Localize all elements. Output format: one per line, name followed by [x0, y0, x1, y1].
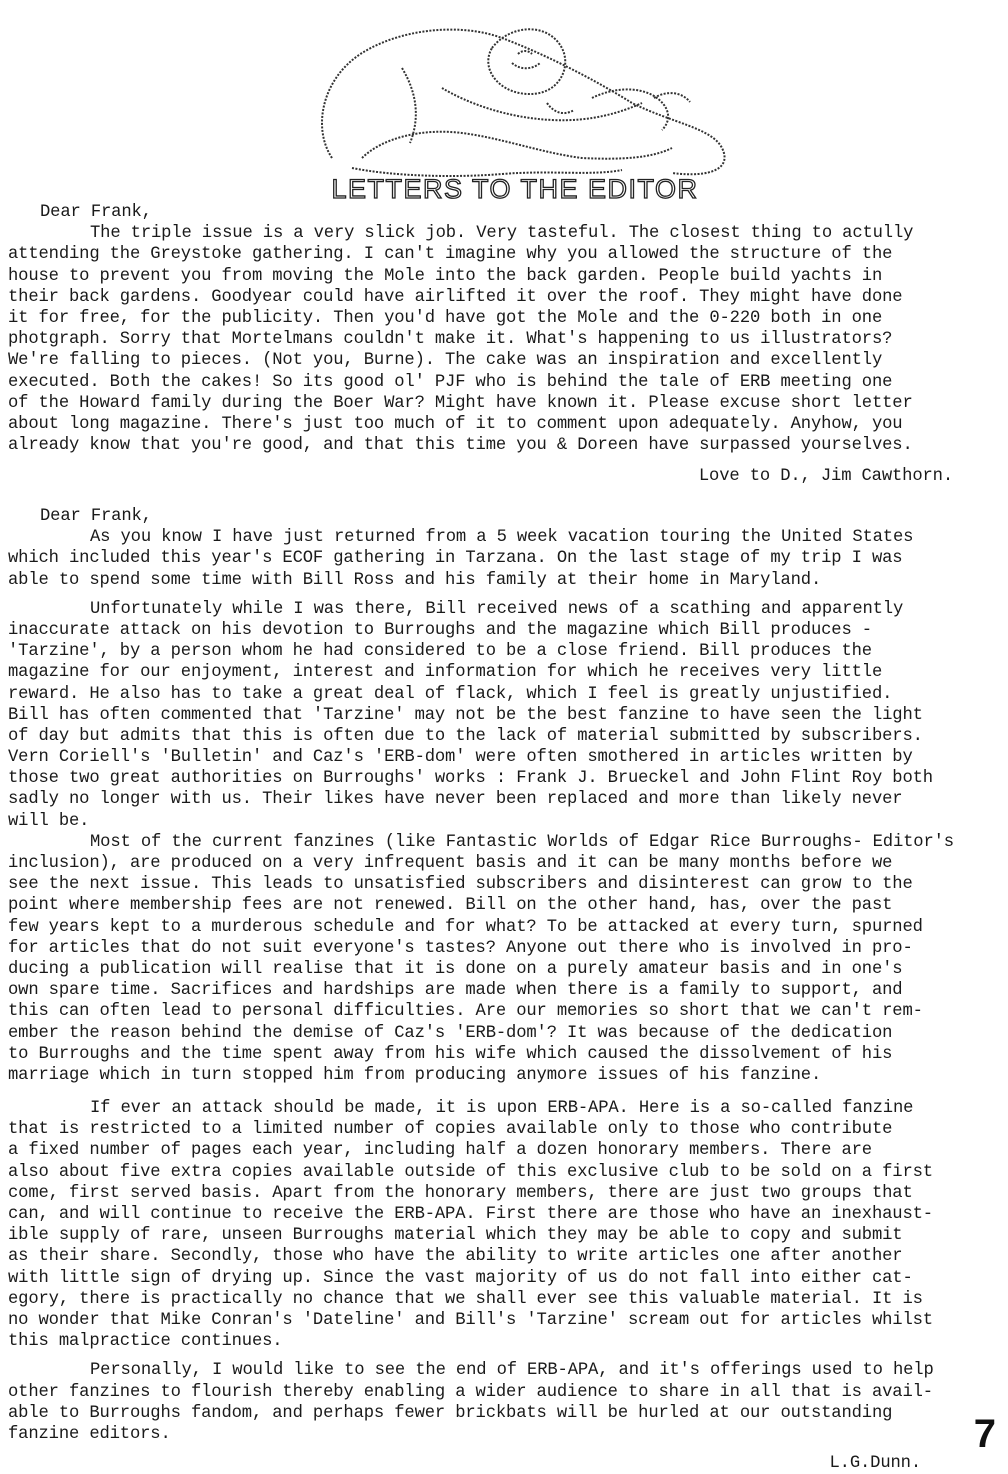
letter-line: We're falling to pieces. (Not you, Burne). The cake was an inspiration and excellently	[8, 351, 883, 371]
signature: L.G.Dunn.	[829, 1454, 921, 1474]
letter-line: Most of the current fanzines (like Fantastic Worlds of Edgar Rice Burroughs- Editor's	[90, 832, 954, 852]
letter-line: will be.	[8, 811, 90, 831]
signature: Love to D., Jim Cawthorn.	[698, 467, 953, 487]
letter-line: Vern Coriell's 'Bulletin' and Caz's 'ERB-dom' were often smothered in articles written by	[8, 748, 913, 768]
header-title: LETTERS TO THE EDITOR	[331, 174, 699, 204]
letter-line: this can often lead to personal difficulties. Are our memories so short that we can't rem-	[8, 1002, 923, 1022]
letter-line: already know that you're good, and that this time you & Doreen have surpassed yourselves.	[8, 436, 913, 456]
letter-line: inclusion), are produced on a very infrequent basis and it can be many months before we	[8, 854, 893, 873]
page-number: 7	[973, 1412, 996, 1456]
letter-line: fanzine editors.	[8, 1424, 171, 1444]
letter-line: about long magazine. There's just too much of it to comment upon adequately. Anyhow, you	[8, 414, 903, 434]
letter-line: of day but admits that this is often due to the lack of material submitted by subscribers.	[8, 726, 923, 746]
letter-line: executed. Both the cakes! So its good ol' PJF who is behind the tale of ERB meeting one	[8, 372, 893, 392]
letter-line: Bill has often commented that 'Tarzine' may not be the best fanzine to have seen the light	[8, 705, 923, 725]
letter-line: inaccurate attack on his devotion to Burroughs and the magazine which Bill produces -	[8, 620, 872, 640]
letter-line: marriage which in turn stopped him from producing anymore issues of his fanzine.	[8, 1065, 822, 1085]
header-illustration	[292, 8, 738, 204]
letter-line: sadly no longer with us. Their likes have never been replaced and more than likely never	[8, 790, 903, 810]
letter-line: attending the Greystoke gathering. I can't imagine why you allowed the structure of the	[8, 245, 893, 265]
letter-line: Personally, I would like to see the end of ERB-APA, and it's offerings used to help	[90, 1361, 934, 1381]
letter-line: few years kept to a murderous schedule and for what? To be attacked at every turn, spurned	[8, 917, 923, 937]
letter-line: come, first served basis. Apart from the honorary members, there are just two groups that	[8, 1183, 913, 1203]
letter-line: see the next issue. This leads to unsatisfied subscribers and disinterest can grow to the	[8, 875, 913, 895]
letter-line: ducing a publication will realise that it is done on a purely amateur basis and in one's	[8, 959, 903, 979]
letter-line: egory, there is practically no chance that we shall ever see this valuable material. It is	[8, 1289, 923, 1309]
letter-line: a fixed number of pages each year, including half a dozen honorary members. There are	[8, 1141, 872, 1161]
letter-line: ible supply of rare, unseen Burroughs material which they may be able to copy and submit	[8, 1226, 903, 1246]
ape-illustration-icon	[292, 8, 738, 204]
letter-line: ember the reason behind the demise of Caz's 'ERB-dom'? It was because of the dedication	[8, 1023, 893, 1043]
letter-line: able to Burroughs fandom, and perhaps fewer brickbats will be hurled at our outstanding	[8, 1403, 893, 1423]
letter-line: for articles that do not suit everyone's tastes? Anyone out there who is involved in pro-	[8, 938, 913, 958]
letter-line: Unfortunately while I was there, Bill received news of a scathing and apparently	[90, 599, 904, 619]
letter-line: The triple issue is a very slick job. Very tasteful. The closest thing to actully	[90, 224, 914, 244]
letter-line: point where membership fees are not renewed. Bill on the other hand, has, over the past	[8, 896, 893, 916]
letter-line: can, and will continue to receive the ERB-APA. First there are those who have an inexhaust-	[8, 1205, 933, 1224]
letter-line: able to spend some time with Bill Ross and his family at their home in Maryland.	[8, 570, 822, 590]
letter-line: with little sign of drying up. Since the vast majority of us do not fall into either cat-	[8, 1268, 913, 1288]
salutation: Dear Frank,	[40, 203, 152, 222]
letter-line: reward. He also has to take a great deal of flack, which I feel is greatly unjustified.	[8, 684, 893, 704]
letter-line: of the Howard family during the Boer War? Might have known it. Please excuse short letter	[8, 393, 913, 413]
letter-line: If ever an attack should be made, it is upon ERB-APA. Here is a so-called fanzine	[90, 1099, 914, 1119]
letter-line: other fanzines to flourish thereby enabling a wider audience to share in all that is avail-	[8, 1382, 933, 1402]
letter-line: that is restricted to a limited number of copies available only to those who contribute	[8, 1120, 893, 1140]
letter-line: which included this year's ECOF gathering in Tarzana. On the last stage of my trip I was	[8, 549, 903, 569]
salutation: Dear Frank,	[40, 507, 152, 526]
letter-line: own spare time. Sacrifices and hardships are made when there is a family to support, and	[8, 981, 903, 1001]
letter-line: to Burroughs and the time spent away from his wife which caused the dissolvement of his	[8, 1044, 893, 1064]
letter-line: house to prevent you from moving the Mole into the back garden. People build yachts in	[8, 266, 883, 286]
letter-cawthorn	[8, 202, 993, 487]
letter-line: those two great authorities on Burroughs' works : Frank J. Brueckel and John Flint Roy both	[8, 769, 933, 789]
letter-line: As you know I have just returned from a 5 week vacation touring the United States	[90, 528, 914, 548]
letter-line: no wonder that Mike Conran's 'Dateline' and Bill's 'Tarzine' scream out for articles whilst	[8, 1310, 933, 1330]
letter-dunn	[8, 506, 993, 1474]
letter-line: also about five extra copies available outside of this exclusive club to be sold on a first	[8, 1162, 933, 1182]
letter-line: 'Tarzine', by a person whom he had considered to be a close friend. Bill produces the	[8, 642, 872, 662]
letter-line: magazine for our enjoyment, interest and information for which he receives very little	[8, 663, 883, 683]
letter-line: it for free, for the publicity. Then you'd have got the Mole and the 0-220 both in one	[8, 308, 883, 328]
letter-line: photgraph. Sorry that Mortelmans couldn't make it. What's happening to us illustrators?	[8, 330, 893, 350]
letter-line: this malpractice continues.	[8, 1332, 283, 1352]
letter-line: their back gardens. Goodyear could have airlifted it over the roof. They might have done	[8, 287, 903, 307]
letter-line: as their share. Secondly, those who have the ability to write articles one after another	[8, 1247, 903, 1267]
